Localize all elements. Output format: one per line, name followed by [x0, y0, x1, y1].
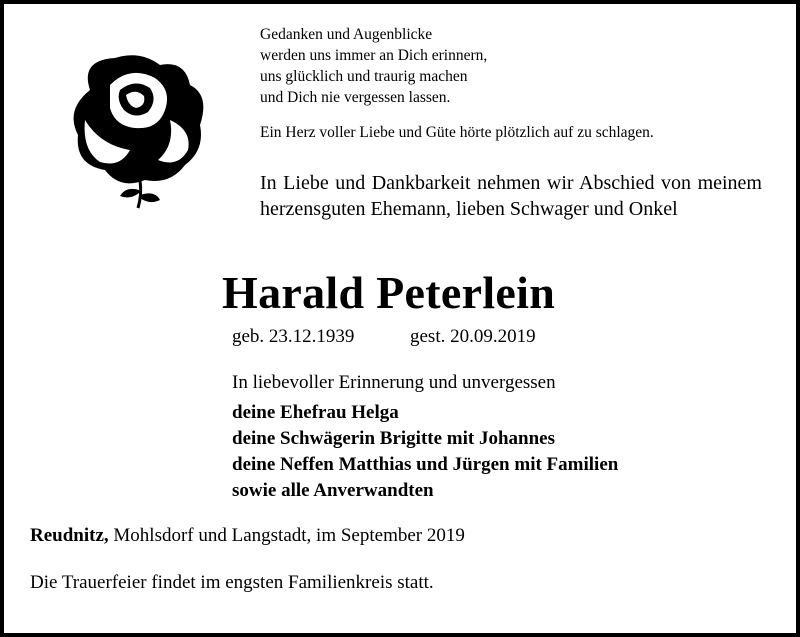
- mourners-list: [232, 400, 618, 504]
- rose-icon: [60, 50, 210, 210]
- mourner-line: deine Schwägerin Brigitte mit Johannes: [232, 428, 555, 449]
- mourner-line: sowie alle Anverwandten: [232, 480, 434, 501]
- mourner-line: deine Ehefrau Helga: [232, 402, 399, 423]
- poem-line: uns glücklich und traurig machen: [260, 68, 468, 85]
- place-date-line: [30, 525, 465, 547]
- poem-line: und Dich nie vergessen lassen.: [260, 89, 451, 106]
- intro-text: In Liebe und Dankbarkeit nehmen wir Abschied von meinem herzensguten Ehemann, lieben Schwager und Onkel: [260, 172, 762, 220]
- mourner-line: deine Neffen Matthias und Jürgen mit Familien: [232, 454, 619, 475]
- poem-line: Gedanken und Augenblicke: [260, 26, 433, 43]
- poem: [260, 24, 487, 108]
- service-note: Die Trauerfeier findet im engsten Familienkreis statt.: [30, 572, 434, 593]
- birth-date: geb. 23.12.1939: [232, 326, 355, 347]
- heart-line: Ein Herz voller Liebe und Güte hörte plötzlich auf zu schlagen.: [260, 124, 654, 141]
- death-date: gest. 20.09.2019: [410, 326, 536, 347]
- place-town: Reudnitz,: [30, 525, 109, 546]
- place-rest: Mohlsdorf und Langstadt, im September 2019: [108, 525, 465, 546]
- poem-line: werden uns immer an Dich erinnern,: [260, 47, 488, 64]
- memory-line: In liebevoller Erinnerung und unvergessen: [232, 372, 556, 393]
- deceased-name: Harald Peterlein: [222, 267, 556, 318]
